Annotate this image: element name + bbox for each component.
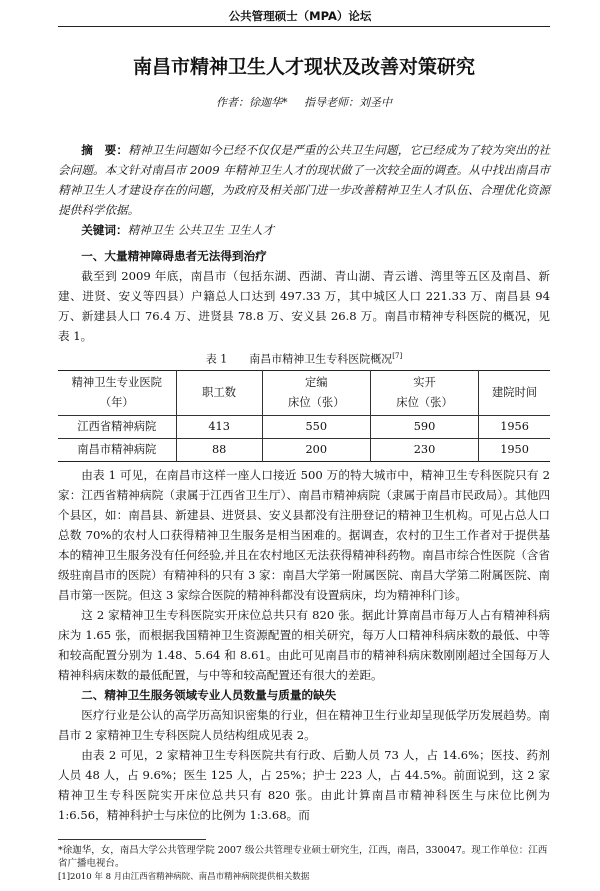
cell: 550 — [262, 415, 370, 438]
paragraph: 医疗行业是公认的高学历高知识密集的行业，但在精神卫生行业却呈现低学历发展趋势。南昌市 2 家精神卫生专科医院人员结构组成见表 2。 — [58, 707, 550, 742]
col-header-open-beds: 实开 床位（张） — [370, 370, 478, 415]
keywords — [58, 220, 550, 240]
cell: 88 — [176, 438, 262, 461]
table-row — [58, 415, 550, 438]
cell: 1956 — [479, 415, 550, 438]
abstract — [58, 140, 550, 220]
cell: 413 — [176, 415, 262, 438]
section-heading-2: 二、精神卫生服务领域专业人员数量与质量的缺失 — [81, 687, 337, 702]
paragraph: 由表 2 可见，2 家精神卫生专科医院共有行政、后勤人员 73 人，占 14.6%；医技、药剂人员 48 人，占 9.6%；医生 125 人，占 25%；护士 223 人，占 44.5%。前面说到，这 2 家精神卫生专科医院实开床位总共只有 820 张。由此计算南昌市精神科医生与床位比例为 1:6.56，精神科护士与床位的比例为 1:3.68。而 — [58, 747, 550, 822]
table-row — [58, 438, 550, 461]
col-header-hospital: 精神卫生专业医院 （年） — [71, 375, 162, 409]
keywords-text: 精神卫生 公共卫生 卫生人才 — [127, 223, 275, 237]
paragraph: 截至到 2009 年底，南昌市（包括东湖、西湖、青山湖、青云谱、湾里等五区及南昌、新建、进贤、安义等四县）户籍总人口达到 497.33 万，其中城区人口 221.33 万、南昌县 94 万、新建县人口 76.4 万、进贤县 78.8 万、安义县 26.8 万。南昌市精神专科医院的概况，见表 1。 — [58, 269, 550, 343]
cell: 江西省精神病院 — [77, 419, 157, 433]
table-header-row — [58, 370, 550, 415]
header-rule — [58, 26, 550, 27]
keywords-label: 关键词： — [81, 223, 128, 237]
paragraph: 这 2 家精神卫生专科医院实开床位总共只有 820 张。据此计算南昌市每万人占有精神科病床为 1.65 张，而根据我国精神卫生资源配置的相关研究，每万人口精神科病床数的最低、中等和较高配置分别为 1.48、5.64 和 8.61。由此可见南昌市的精神科病床数刚刚超过全国每万人精神科病床数的最低配置，与中等和较高配置还有很大的差距。 — [58, 607, 550, 682]
table-caption-ref: [7] — [392, 352, 403, 360]
paper-title: 南昌市精神卫生人才现状及改善对策研究 — [132, 56, 475, 78]
paragraph: 由表 1 可见，在南昌市这样一座人口接近 500 万的特大城市中，精神卫生专科医院只有 2 家：江西省精神病院（隶属于江西省卫生厅）、南昌市精神病院（隶属于南昌市民政局）。其他四个县区，如：南昌县、新建县、进贤县、安义县都没有注册登记的精神卫生机构。可见占总人口总数 70%的农村人口获得精神卫生服务是相当困难的。据调查，农村的卫生工作者对于提供基本的精神卫生服务没有任何经验,并且在农村地区无法获得精神科药物。南昌市综合性医院（含省级驻南昌市的医院）有精神科的只有 3 家：南昌大学第一附属医院、南昌大学第二附属医院、南昌市第一医院。但这 3 家综合医院的精神科都没有设置病床，均为精神科门诊。 — [58, 467, 550, 602]
abstract-label: 摘 要： — [81, 143, 129, 157]
cell: 南昌市精神病院 — [77, 442, 157, 456]
cell: 1950 — [479, 438, 550, 461]
footnote-source: [1]2010 年 8 月由江西省精神病院、南昌市精神病院提供相关数据 — [58, 871, 310, 882]
journal-header: 公共管理硕士（MPA）论坛 — [228, 9, 372, 23]
footnote-author: *徐迦华，女，南昌大学公共管理学院 2007 级公共管理专业硕士研究生，江西，南昌，330047。现工作单位：江西省广播电视台。 — [58, 844, 548, 869]
table-caption-text: 表 1 南昌市精神卫生专科医院概况 — [205, 352, 393, 366]
abstract-text: 精神卫生问题如今已经不仅仅是严重的公共卫生问题，它已经成为了较为突出的社会问题。本文针对南昌市 2009 年精神卫生人才的现状做了一次较全面的调查。从中找出南昌市精神卫生人才建设存在的问题，为政府及相关部门进一步改善精神卫生人才队伍、合理优化资源提供科学依据。 — [58, 143, 550, 217]
col-header-staff: 职工数 — [176, 370, 262, 415]
section-heading-1: 一、大量精神障碍患者无法得到治疗 — [81, 249, 267, 263]
byline — [58, 95, 550, 110]
author: 作者：徐迦华* — [216, 96, 288, 109]
col-header-founded: 建院时间 — [479, 370, 550, 415]
hospital-table — [58, 370, 550, 462]
footnote-rule — [58, 839, 206, 840]
table-caption — [58, 348, 550, 368]
col-header-planned-beds: 定编 床位（张） — [262, 370, 370, 415]
cell: 590 — [370, 415, 478, 438]
advisor: 指导老师：刘圣中 — [304, 96, 392, 109]
cell: 230 — [370, 438, 478, 461]
cell: 200 — [262, 438, 370, 461]
